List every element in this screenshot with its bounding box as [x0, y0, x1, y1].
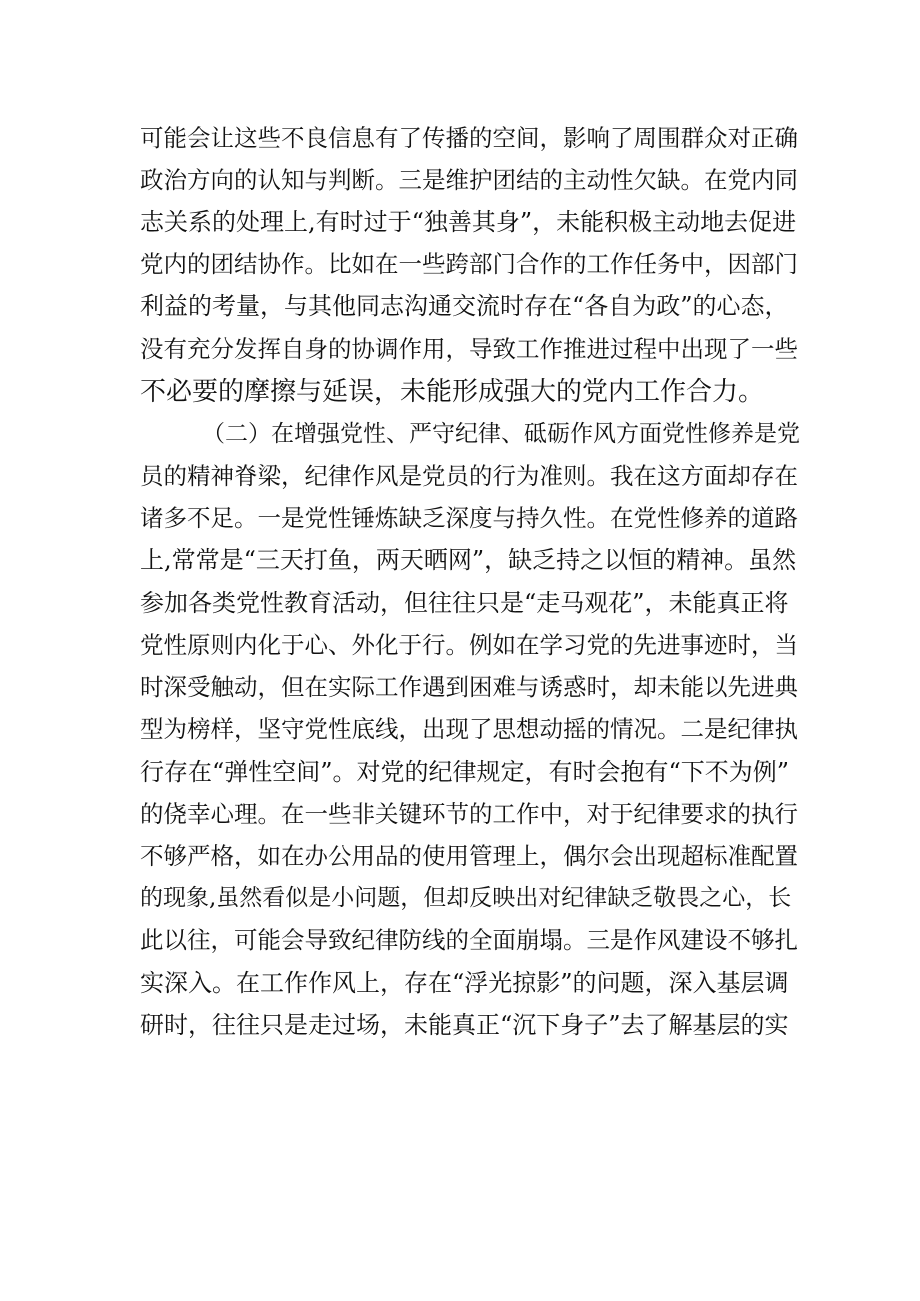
text-line: 的现象,虽然看似是小问题，但却反映出对纪律缺乏敬畏之心，长	[140, 885, 792, 911]
text-line: 实深入。在工作作风上，存在“浮光掠影”的问题，深入基层调	[140, 969, 789, 997]
text-line: 研时，往往只是走过场，未能真正“沉下身子”去了解基层的实	[140, 1011, 789, 1039]
text-line: 型为榜样，坚守党性底线，出现了思想动摇的情况。二是纪律执	[140, 715, 798, 743]
text-line: 党内的团结协作。比如在一些跨部门合作的工作任务中，因部门	[140, 250, 798, 278]
text-line: 行存在“弹性空间”。对党的纪律规定，有时会抱有“下不为例”	[140, 758, 790, 786]
text-line: 上,常常是“三天打鱼，两天晒网”，缺乏持之以恒的精神。虽然	[140, 546, 797, 574]
section-heading-line: （二）在增强党性、严守纪律、砥砺作风方面党性修养是党	[202, 421, 800, 447]
text-line: 不必要的摩擦与延误，未能形成强大的党内工作合力。	[140, 377, 765, 407]
text-line: 诸多不足。一是党性锤炼缺乏深度与持久性。在党性修养的道路	[140, 504, 798, 532]
text-line: 党性原则内化于心、外化于行。例如在学习党的先进事迹时，当	[140, 631, 798, 659]
text-line: 志关系的处理上,有时过于“独善其身”，未能积极主动地去促进	[140, 208, 797, 236]
text-line: 不够严格，如在办公用品的使用管理上，偶尔会出现超标准配置	[140, 842, 798, 870]
text-line: 时深受触动，但在实际工作遇到困难与诱惑时，却未能以先进典	[140, 673, 798, 701]
text-line: 没有充分发挥自身的协调作用，导致工作推进过程中出现了一些	[140, 335, 798, 363]
text-line: 此以往，可能会导致纪律防线的全面崩塌。三是作风建设不够扎	[140, 926, 798, 954]
text-line: 的侥幸心理。在一些非关键环节的工作中，对于纪律要求的执行	[140, 800, 798, 828]
text-line: 政治方向的认知与判断。三是维护团结的主动性欠缺。在党内同	[140, 166, 798, 194]
text-line: 可能会让这些不良信息有了传播的空间，影响了周围群众对正确	[140, 124, 798, 152]
text-line: 参加各类党性教育活动，但往往只是“走马观花”，未能真正将	[140, 589, 789, 617]
text-line: 利益的考量，与其他同志沟通交流时存在“各自为政”的心态，	[140, 292, 789, 320]
text-line: 员的精神脊梁，纪律作风是党员的行为准则。我在这方面却存在	[140, 462, 798, 490]
